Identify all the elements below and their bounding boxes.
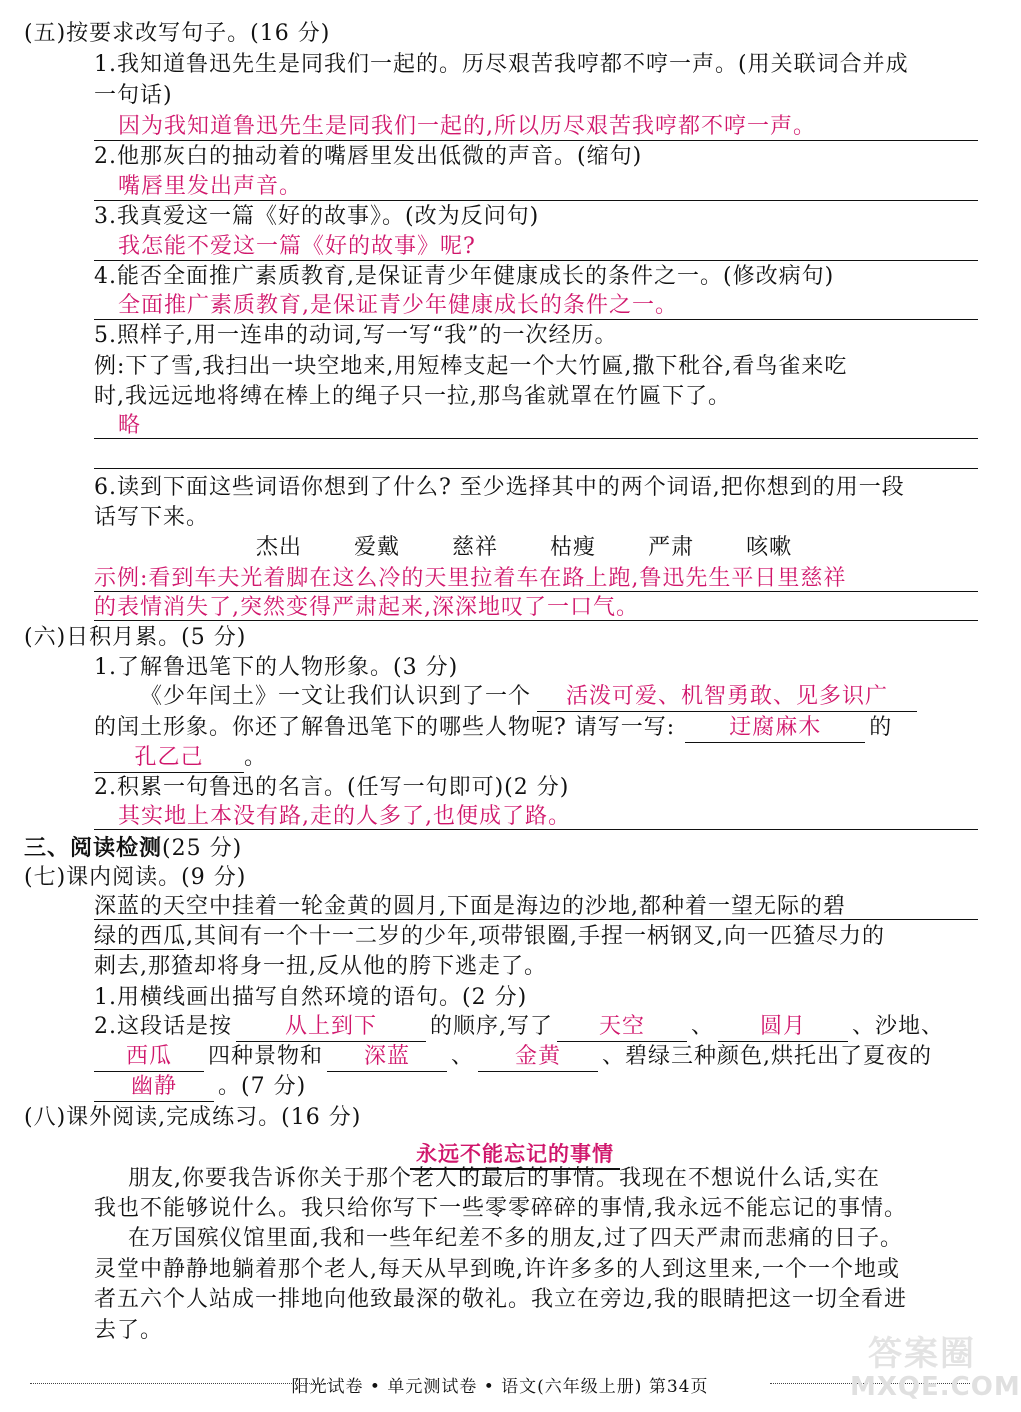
q6-1-text3: 的 — [869, 715, 893, 740]
q6-1-text1: 《少年闰土》一文让我们认识到了一个 — [140, 684, 532, 709]
answer-line — [94, 200, 978, 201]
word: 枯瘦 — [550, 535, 597, 560]
section-3-heading-score: (25 分) — [162, 836, 243, 861]
answer-line — [94, 319, 978, 320]
section-8-heading: (八)课外阅读,完成练习。(16 分) — [24, 1105, 362, 1130]
passage-title: 永远不能忘记的事情 — [410, 1138, 620, 1170]
q5-6-line1: 6.读到下面这些词语你想到了什么? 至少选择其中的两个词语,把你想到的用一段 — [94, 475, 905, 500]
q7-2-line1 — [94, 1013, 944, 1042]
q5-1-line1: 1.我知道鲁迅先生是同我们一起的。历尽艰苦我哼都不哼一声。(用关联词合并成 — [94, 52, 909, 77]
q7-2-text: 四种景物和 — [208, 1044, 324, 1069]
q5-6-line2: 话写下来。 — [94, 505, 210, 530]
q7-2-line3 — [94, 1073, 306, 1102]
q5-6-answer-line1: 示例:看到车夫光着脚在这么冷的天里拉着车在路上跑,鲁迅先生平日里慈祥 — [94, 566, 847, 591]
passage-8-line4: 灵堂中静静地躺着那个老人,每天从早到晚,许许多多的人到这里来,一个一个地或 — [94, 1257, 900, 1282]
q5-1-line2: 一句话) — [94, 83, 173, 108]
q7-1-question: 1.用横线画出描写自然环境的语句。(2 分) — [94, 985, 528, 1010]
word: 杰出 — [256, 535, 303, 560]
section-3-heading — [24, 834, 242, 863]
q6-1-blank-1: 活泼可爱、机智勇敢、见多识广 — [537, 683, 917, 712]
passage-8-line6: 去了。 — [94, 1318, 164, 1343]
q5-6-word-list — [256, 534, 844, 562]
q5-4-question: 4.能否全面推广素质教育,是保证青少年健康成长的条件之一。(修改病句) — [94, 264, 835, 289]
q6-1-blank-3: 孔乙己 — [94, 744, 244, 773]
q6-1-text2: 的闰土形象。你还了解鲁迅笔下的哪些人物呢? 请写一写: — [94, 715, 676, 740]
q5-5-example-line1: 例:下了雪,我扫出一块空地来,用短棒支起一个大竹匾,撒下秕谷,看鸟雀来吃 — [94, 354, 848, 379]
passage-8-line2: 我也不能够说什么。我只给你写下一些零零碎碎的事情,我永远不能忘记的事情。 — [94, 1196, 907, 1221]
passage-8-line5: 者五六个人站成一排地向他致最深的敬礼。我立在旁边,我的眼睛把这一切全看进 — [94, 1287, 907, 1312]
underline-mark — [94, 919, 978, 920]
q7-2-blank-color: 深蓝 — [327, 1043, 447, 1072]
q5-4-answer: 全面推广素质教育,是保证青少年健康成长的条件之一。 — [118, 293, 678, 318]
passage-7-line1: 深蓝的天空中挂着一轮金黄的圆月,下面是海边的沙地,都种着一望无际的碧 — [94, 894, 846, 919]
q6-2-question: 2.积累一句鲁迅的名言。(任写一句即可)(2 分) — [94, 775, 570, 800]
q5-3-question: 3.我真爱这一篇《好的故事》。(改为反问句) — [94, 204, 540, 229]
section-7-heading: (七)课内阅读。(9 分) — [24, 865, 247, 890]
q5-3-answer: 我怎能不爱这一篇《好的故事》呢? — [118, 234, 476, 259]
answer-line — [94, 829, 978, 830]
q6-1-question: 1.了解鲁迅笔下的人物形象。(3 分) — [94, 655, 459, 680]
q7-2-blank-color: 金黄 — [478, 1043, 598, 1072]
underline-mark — [94, 949, 184, 950]
q7-2-text: 、碧绿三种颜色,烘托出了夏夜的 — [602, 1044, 933, 1069]
word: 爱戴 — [354, 535, 401, 560]
answer-line — [94, 438, 978, 439]
q6-1-line3 — [94, 744, 267, 773]
passage-7-line3: 刺去,那猹却将身一扭,反从他的胯下逃走了。 — [94, 954, 547, 979]
q7-2-blank-order: 从上到下 — [236, 1013, 426, 1042]
q7-2-text: 2.这段话是按 — [94, 1014, 232, 1039]
word: 慈祥 — [452, 535, 499, 560]
q7-2-line2 — [94, 1043, 932, 1072]
answer-line — [94, 140, 978, 141]
q6-1-line2 — [94, 714, 892, 743]
q6-1-blank-2: 迂腐麻木 — [685, 714, 865, 743]
answer-line — [94, 260, 978, 261]
passage-7-line2: 绿的西瓜,其间有一个十一二岁的少年,项带银圈,手捏一柄钢叉,向一匹猹尽力的 — [94, 924, 885, 949]
q5-2-question: 2.他那灰白的抽动着的嘴唇里发出低微的声音。(缩句) — [94, 144, 643, 169]
passage-8-line3: 在万国殡仪馆里面,我和一些年纪差不多的朋友,过了四天严肃而悲痛的日子。 — [128, 1226, 903, 1251]
q7-2-text: 、 — [691, 1014, 715, 1039]
q7-2-blank-scene: 西瓜 — [94, 1043, 204, 1072]
q6-2-answer: 其实地上本没有路,走的人多了,也便成了路。 — [118, 804, 571, 829]
q7-2-blank-mood: 幽静 — [94, 1073, 214, 1102]
q5-1-answer: 因为我知道鲁迅先生是同我们一起的,所以历尽艰苦我哼都不哼一声。 — [118, 114, 816, 139]
answer-line — [94, 591, 978, 592]
answer-line — [94, 468, 978, 469]
q5-5-answer: 略 — [118, 413, 142, 438]
q7-2-text: 、 — [451, 1044, 475, 1069]
q5-2-answer: 嘴唇里发出声音。 — [118, 174, 303, 199]
watermark-logo: 答案圈 — [868, 1334, 976, 1374]
q5-5-question: 5.照样子,用一连串的动词,写一写“我”的一次经历。 — [94, 323, 618, 348]
answer-line — [94, 620, 978, 621]
q5-6-answer-line2: 的表情消失了,突然变得严肃起来,深深地叹了一口气。 — [94, 595, 639, 620]
q5-5-example-line2: 时,我远远地将缚在棒上的绳子只一拉,那鸟雀就罩在竹匾下了。 — [94, 384, 731, 409]
word: 咳嗽 — [746, 535, 793, 560]
passage-8-line1: 朋友,你要我告诉你关于那个老人的最后的事情。我现在不想说什么话,实在 — [128, 1166, 880, 1191]
page-footer: 阳光试卷 • 单元测试卷 • 语文(六年级上册) 第34页 — [291, 1377, 709, 1397]
q6-1-line1 — [140, 683, 917, 712]
q7-2-text: 。(7 分) — [218, 1074, 307, 1099]
q7-2-text: 、沙地、 — [852, 1014, 945, 1039]
section-3-heading-bold: 三、阅读检测 — [24, 835, 163, 861]
section-6-heading: (六)日积月累。(5 分) — [24, 625, 247, 650]
watermark-url: MXQE.COM — [850, 1372, 1021, 1402]
word: 严肃 — [648, 535, 695, 560]
q7-2-text: 的顺序,写了 — [430, 1014, 553, 1039]
section-5-heading: (五)按要求改写句子。(16 分) — [24, 21, 331, 46]
q7-2-blank-scene: 圆月 — [718, 1013, 848, 1042]
q7-2-blank-scene: 天空 — [557, 1013, 687, 1042]
q6-1-text4: 。 — [244, 745, 268, 770]
